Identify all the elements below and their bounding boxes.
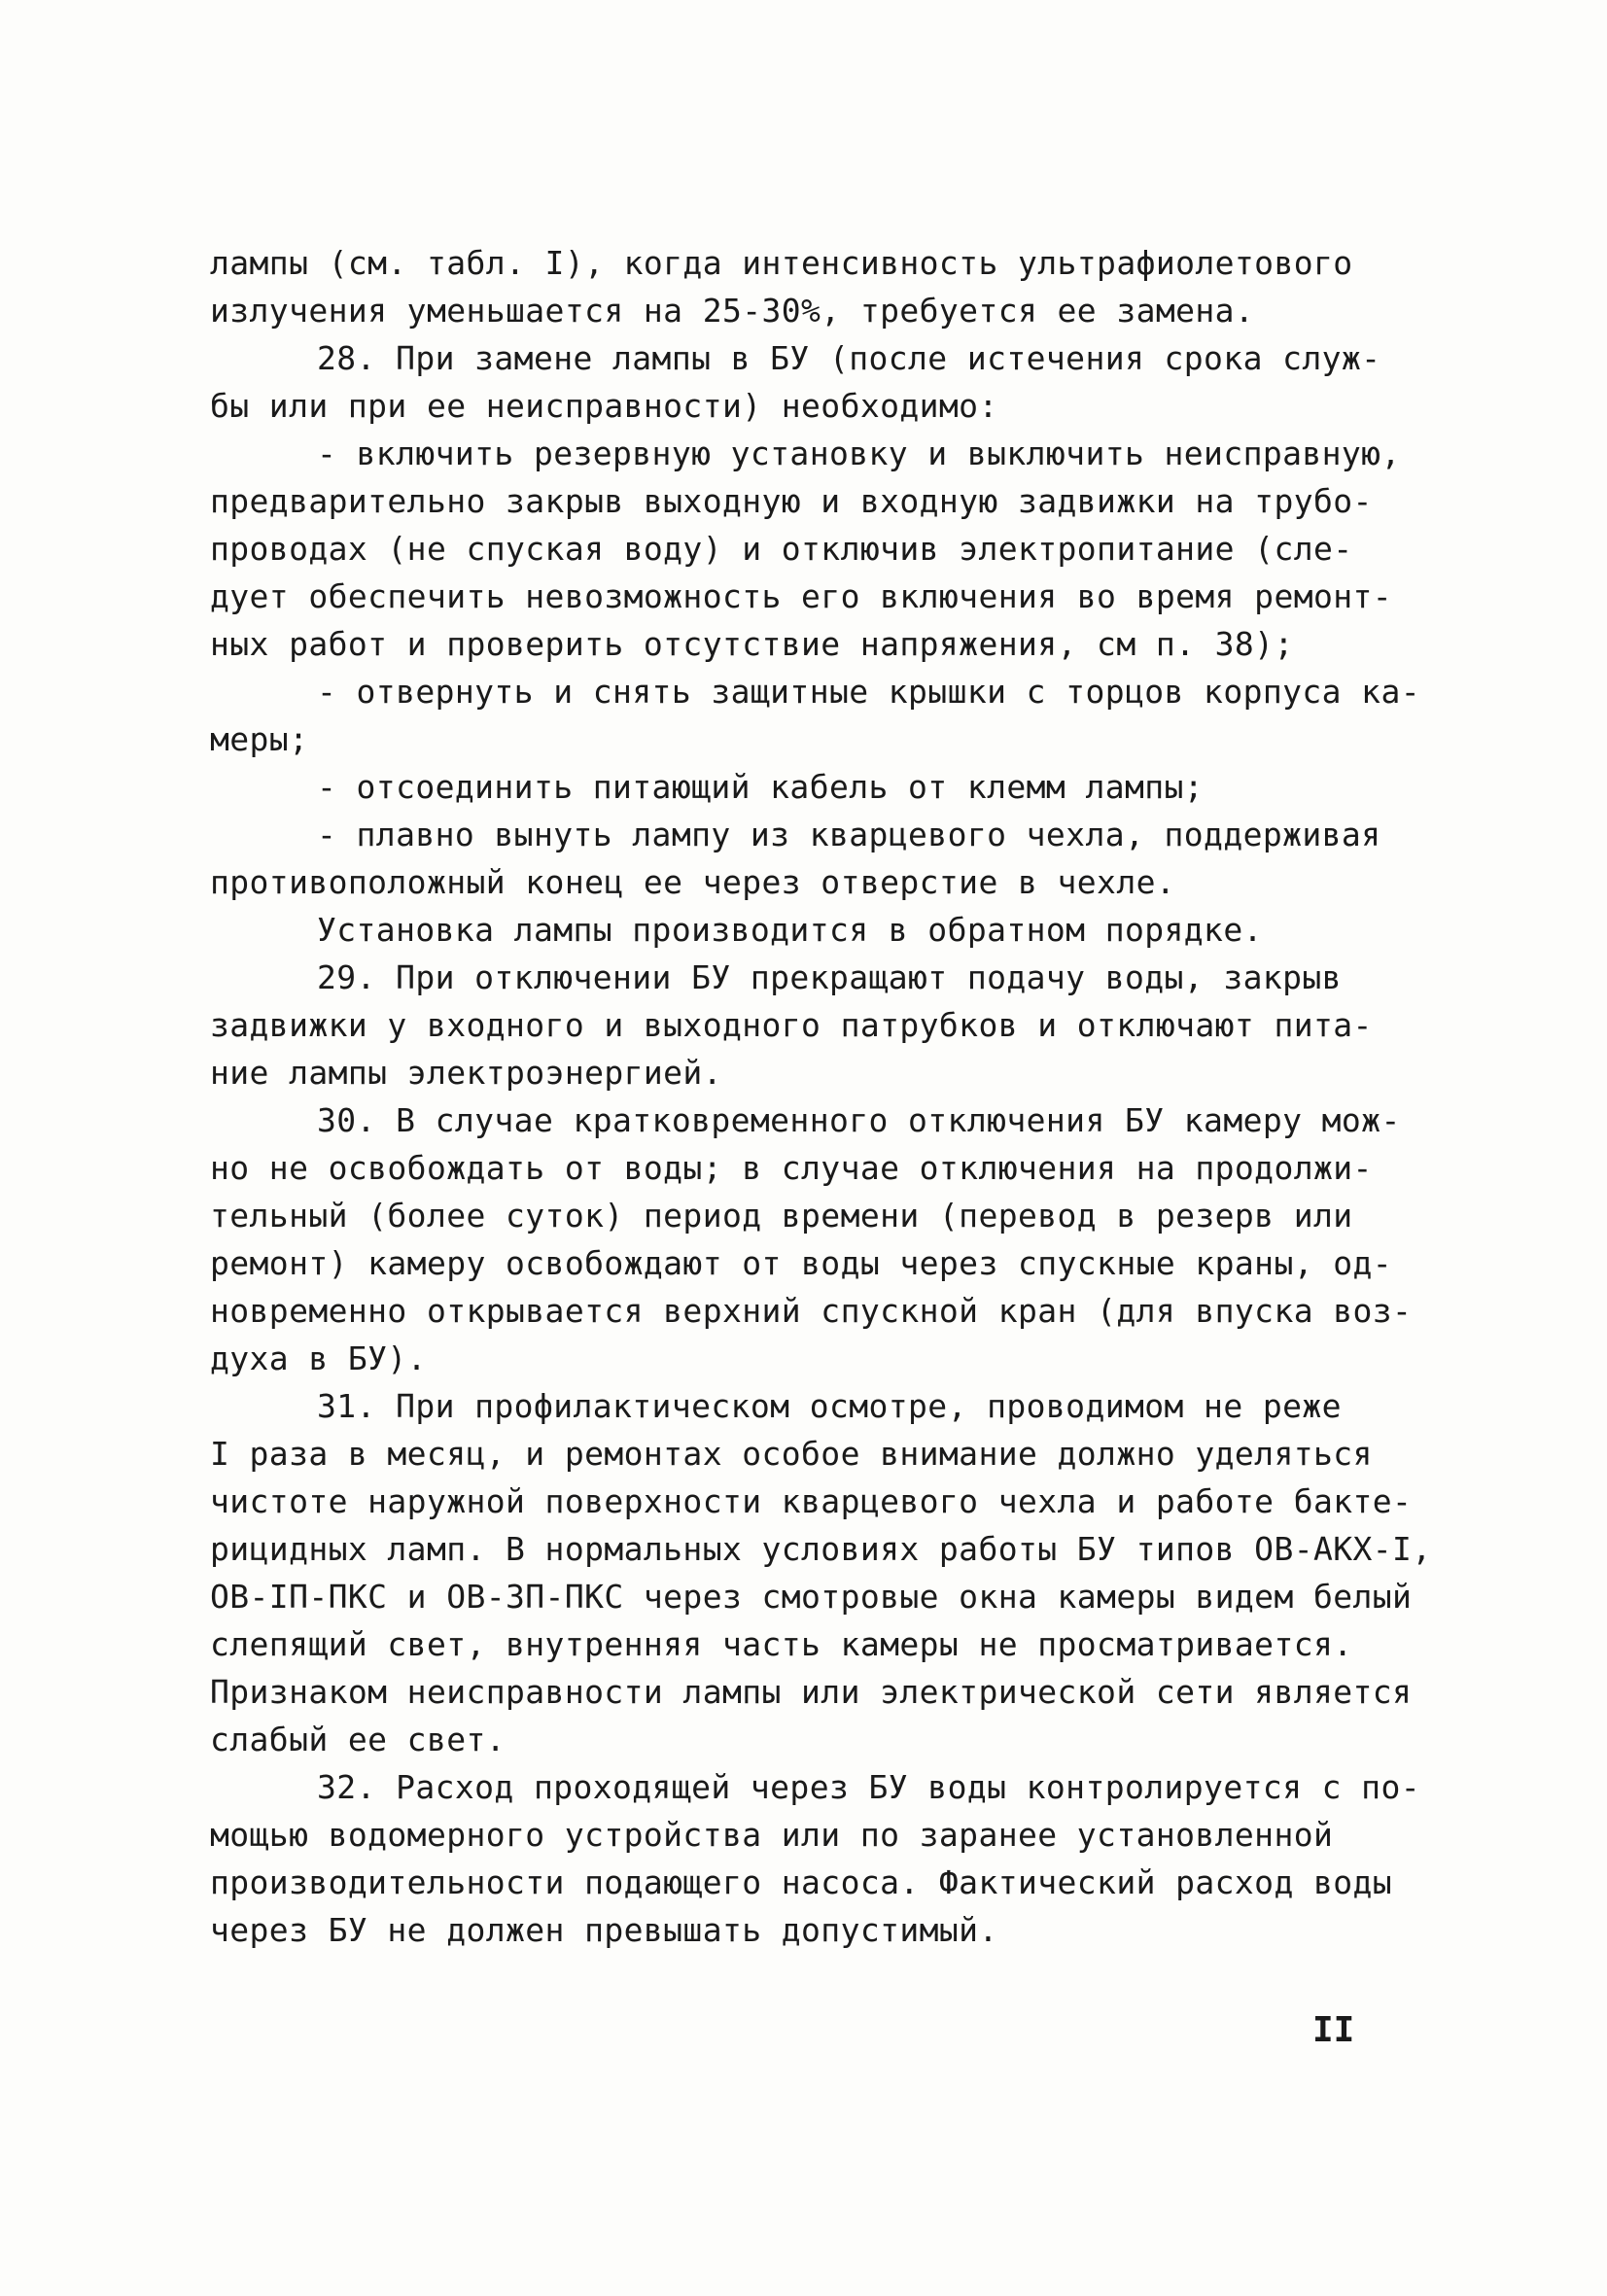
text-line: бы или при ее неисправности) необходимо: [210, 387, 998, 425]
text-line: слабый ее свет. [210, 1721, 507, 1758]
text-line: 30. В случае кратковременного отключения БУ камеру мож- [317, 1101, 1401, 1139]
text-line: тельный (более суток) период времени (перевод в резерв или [210, 1197, 1353, 1235]
text-line: но не освобождать от воды; в случае отключения на продолжи- [210, 1149, 1373, 1187]
document-body [210, 239, 1432, 1954]
text-line: ние лампы электроэнергией. [210, 1054, 722, 1092]
text-line: предварительно закрыв выходную и входную задвижки на трубо- [210, 482, 1373, 520]
text-line: лампы (см. табл. I), когда интенсивность ультрафиолетового [210, 244, 1353, 282]
text-line: ных работ и проверить отсутствие напряжения, см п. 38); [210, 625, 1294, 663]
text-line: I раза в месяц, и ремонтах особое внимание должно уделяться [210, 1435, 1373, 1473]
text-line: 28. При замене лампы в БУ (после истечения срока служ- [317, 339, 1381, 377]
text-line: Признаком неисправности лампы или электрической сети является [210, 1673, 1413, 1711]
text-line: меры; [210, 720, 309, 758]
text-line: противоположный конец ее через отверстие в чехле. [210, 863, 1176, 901]
text-line: ремонт) камеру освобождают от воды через спускные краны, од- [210, 1244, 1393, 1282]
text-line: 31. При профилактическом осмотре, проводимом не реже [317, 1387, 1342, 1425]
text-line: духа в БУ). [210, 1339, 427, 1377]
text-line: через БУ не должен превышать допустимый. [210, 1911, 998, 1949]
text-line: новременно открывается верхний спускной кран (для впуска воз- [210, 1292, 1413, 1330]
text-line: - отсоединить питающий кабель от клемм лампы; [317, 768, 1205, 806]
text-line: Установка лампы производится в обратном порядке. [317, 911, 1263, 949]
text-line: рицидных ламп. В нормальных условиях работы БУ типов ОВ-АКХ-I, [210, 1530, 1432, 1568]
text-line: ОВ-IП-ПКС и ОВ-3П-ПКС через смотровые окна камеры видем белый [210, 1578, 1413, 1616]
text-line: мощью водомерного устройства или по заранее установленной [210, 1816, 1334, 1854]
text-line: слепящий свет, внутренняя часть камеры не просматривается. [210, 1625, 1353, 1663]
text-line: задвижки у входного и выходного патрубков и отключают пита- [210, 1006, 1373, 1044]
text-line: дует обеспечить невозможность его включения во время ремонт- [210, 577, 1393, 615]
page-number: II [1312, 2010, 1355, 2050]
text-line: чистоте наружной поверхности кварцевого чехла и работе бакте- [210, 1482, 1413, 1520]
text-line: проводах (не спуская воду) и отключив электропитание (сле- [210, 530, 1353, 568]
text-line: излучения уменьшается на 25-30%, требуется ее замена. [210, 292, 1255, 330]
text-line: производительности подающего насоса. Фактический расход воды [210, 1863, 1393, 1901]
text-line: - включить резервную установку и выключить неисправную, [317, 435, 1401, 472]
text-line: 29. При отключении БУ прекращают подачу воды, закрыв [317, 958, 1342, 996]
text-line: - плавно вынуть лампу из кварцевого чехла, поддерживая [317, 816, 1381, 853]
text-line: - отвернуть и снять защитные крышки с торцов корпуса ка- [317, 673, 1420, 711]
text-line: 32. Расход проходящей через БУ воды контролируется с по- [317, 1768, 1420, 1806]
